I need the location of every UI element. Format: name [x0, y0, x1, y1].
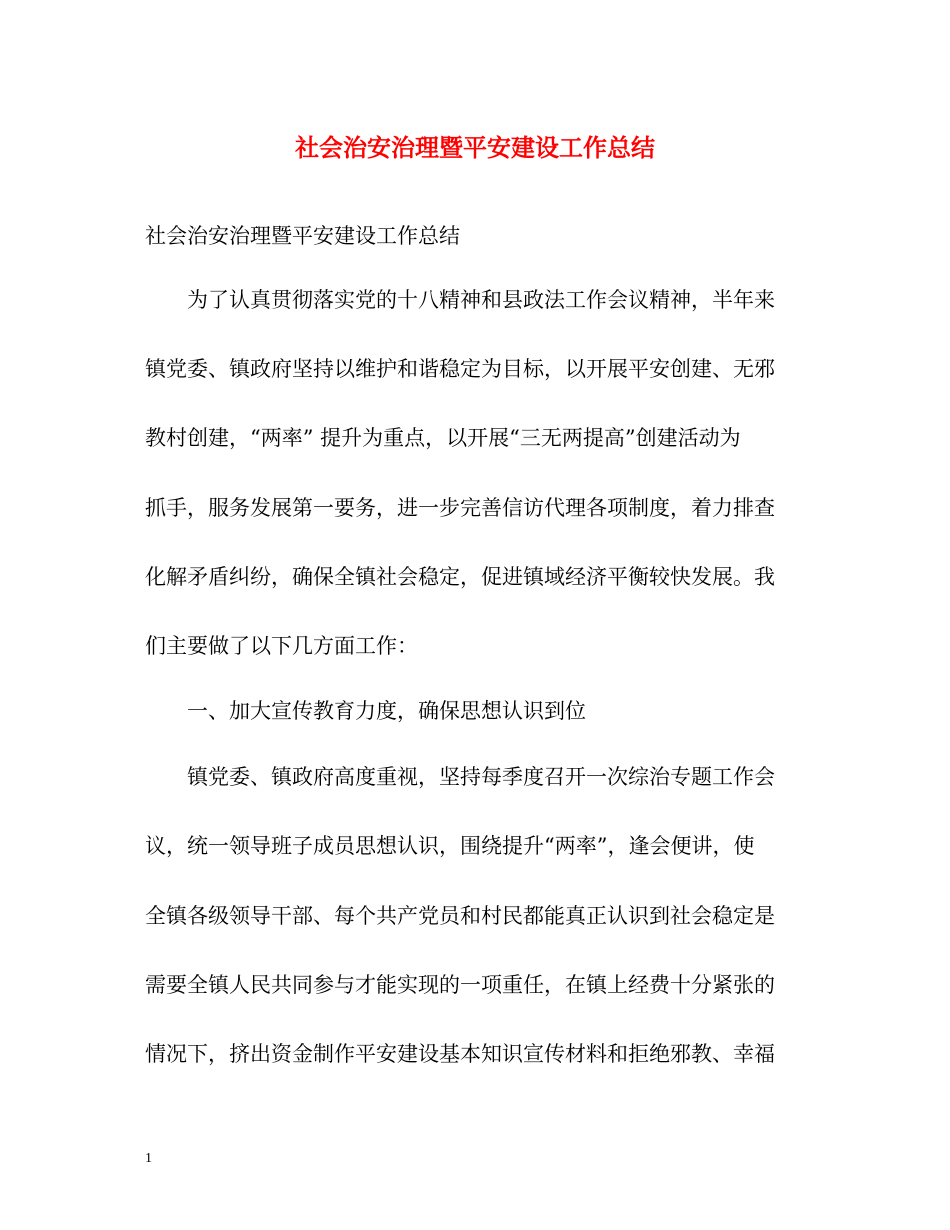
paragraph1-line: 教村创建，“两率” 提升为重点，以开展“三无两提高”创建活动为 — [145, 426, 741, 450]
document-subtitle: 社会治安治理暨平安建设工作总结 — [145, 224, 460, 248]
paragraph2-line: 镇党委、镇政府高度重视，坚持每季度召开一次综治专题工作会 — [187, 765, 775, 789]
document-title: 社会治安治理暨平安建设工作总结 — [295, 133, 655, 162]
section1-heading: 一、加大宣传教育力度，确保思想认识到位 — [187, 699, 586, 723]
paragraph2-line: 情况下，挤出资金制作平安建设基本知识宣传材料和拒绝邪教、幸福 — [145, 1042, 775, 1066]
paragraph2-line: 需要全镇人民共同参与才能实现的一项重任，在镇上经费十分紧张的 — [145, 973, 775, 997]
paragraph2-line: 全镇各级领导干部、每个共产党员和村民都能真正认识到社会稳定是 — [145, 904, 775, 928]
paragraph1-line: 为了认真贯彻落实党的十八精神和县政法工作会议精神，半年来 — [187, 288, 775, 312]
paragraph1-line: 抓手，服务发展第一要务，进一步完善信访代理各项制度，着力排查 — [145, 496, 775, 520]
page-number: 1 — [145, 1151, 152, 1166]
paragraph1-line: 化解矛盾纠纷，确保全镇社会稳定，促进镇域经济平衡较快发展。我 — [145, 565, 775, 589]
paragraph1-line: 镇党委、镇政府坚持以维护和谐稳定为目标，以开展平安创建、无邪 — [145, 357, 775, 381]
paragraph1-line: 们主要做了以下几方面工作： — [145, 634, 418, 658]
paragraph2-line: 议，统一领导班子成员思想认识，围绕提升“两率”，逢会便讲，使 — [145, 834, 755, 858]
